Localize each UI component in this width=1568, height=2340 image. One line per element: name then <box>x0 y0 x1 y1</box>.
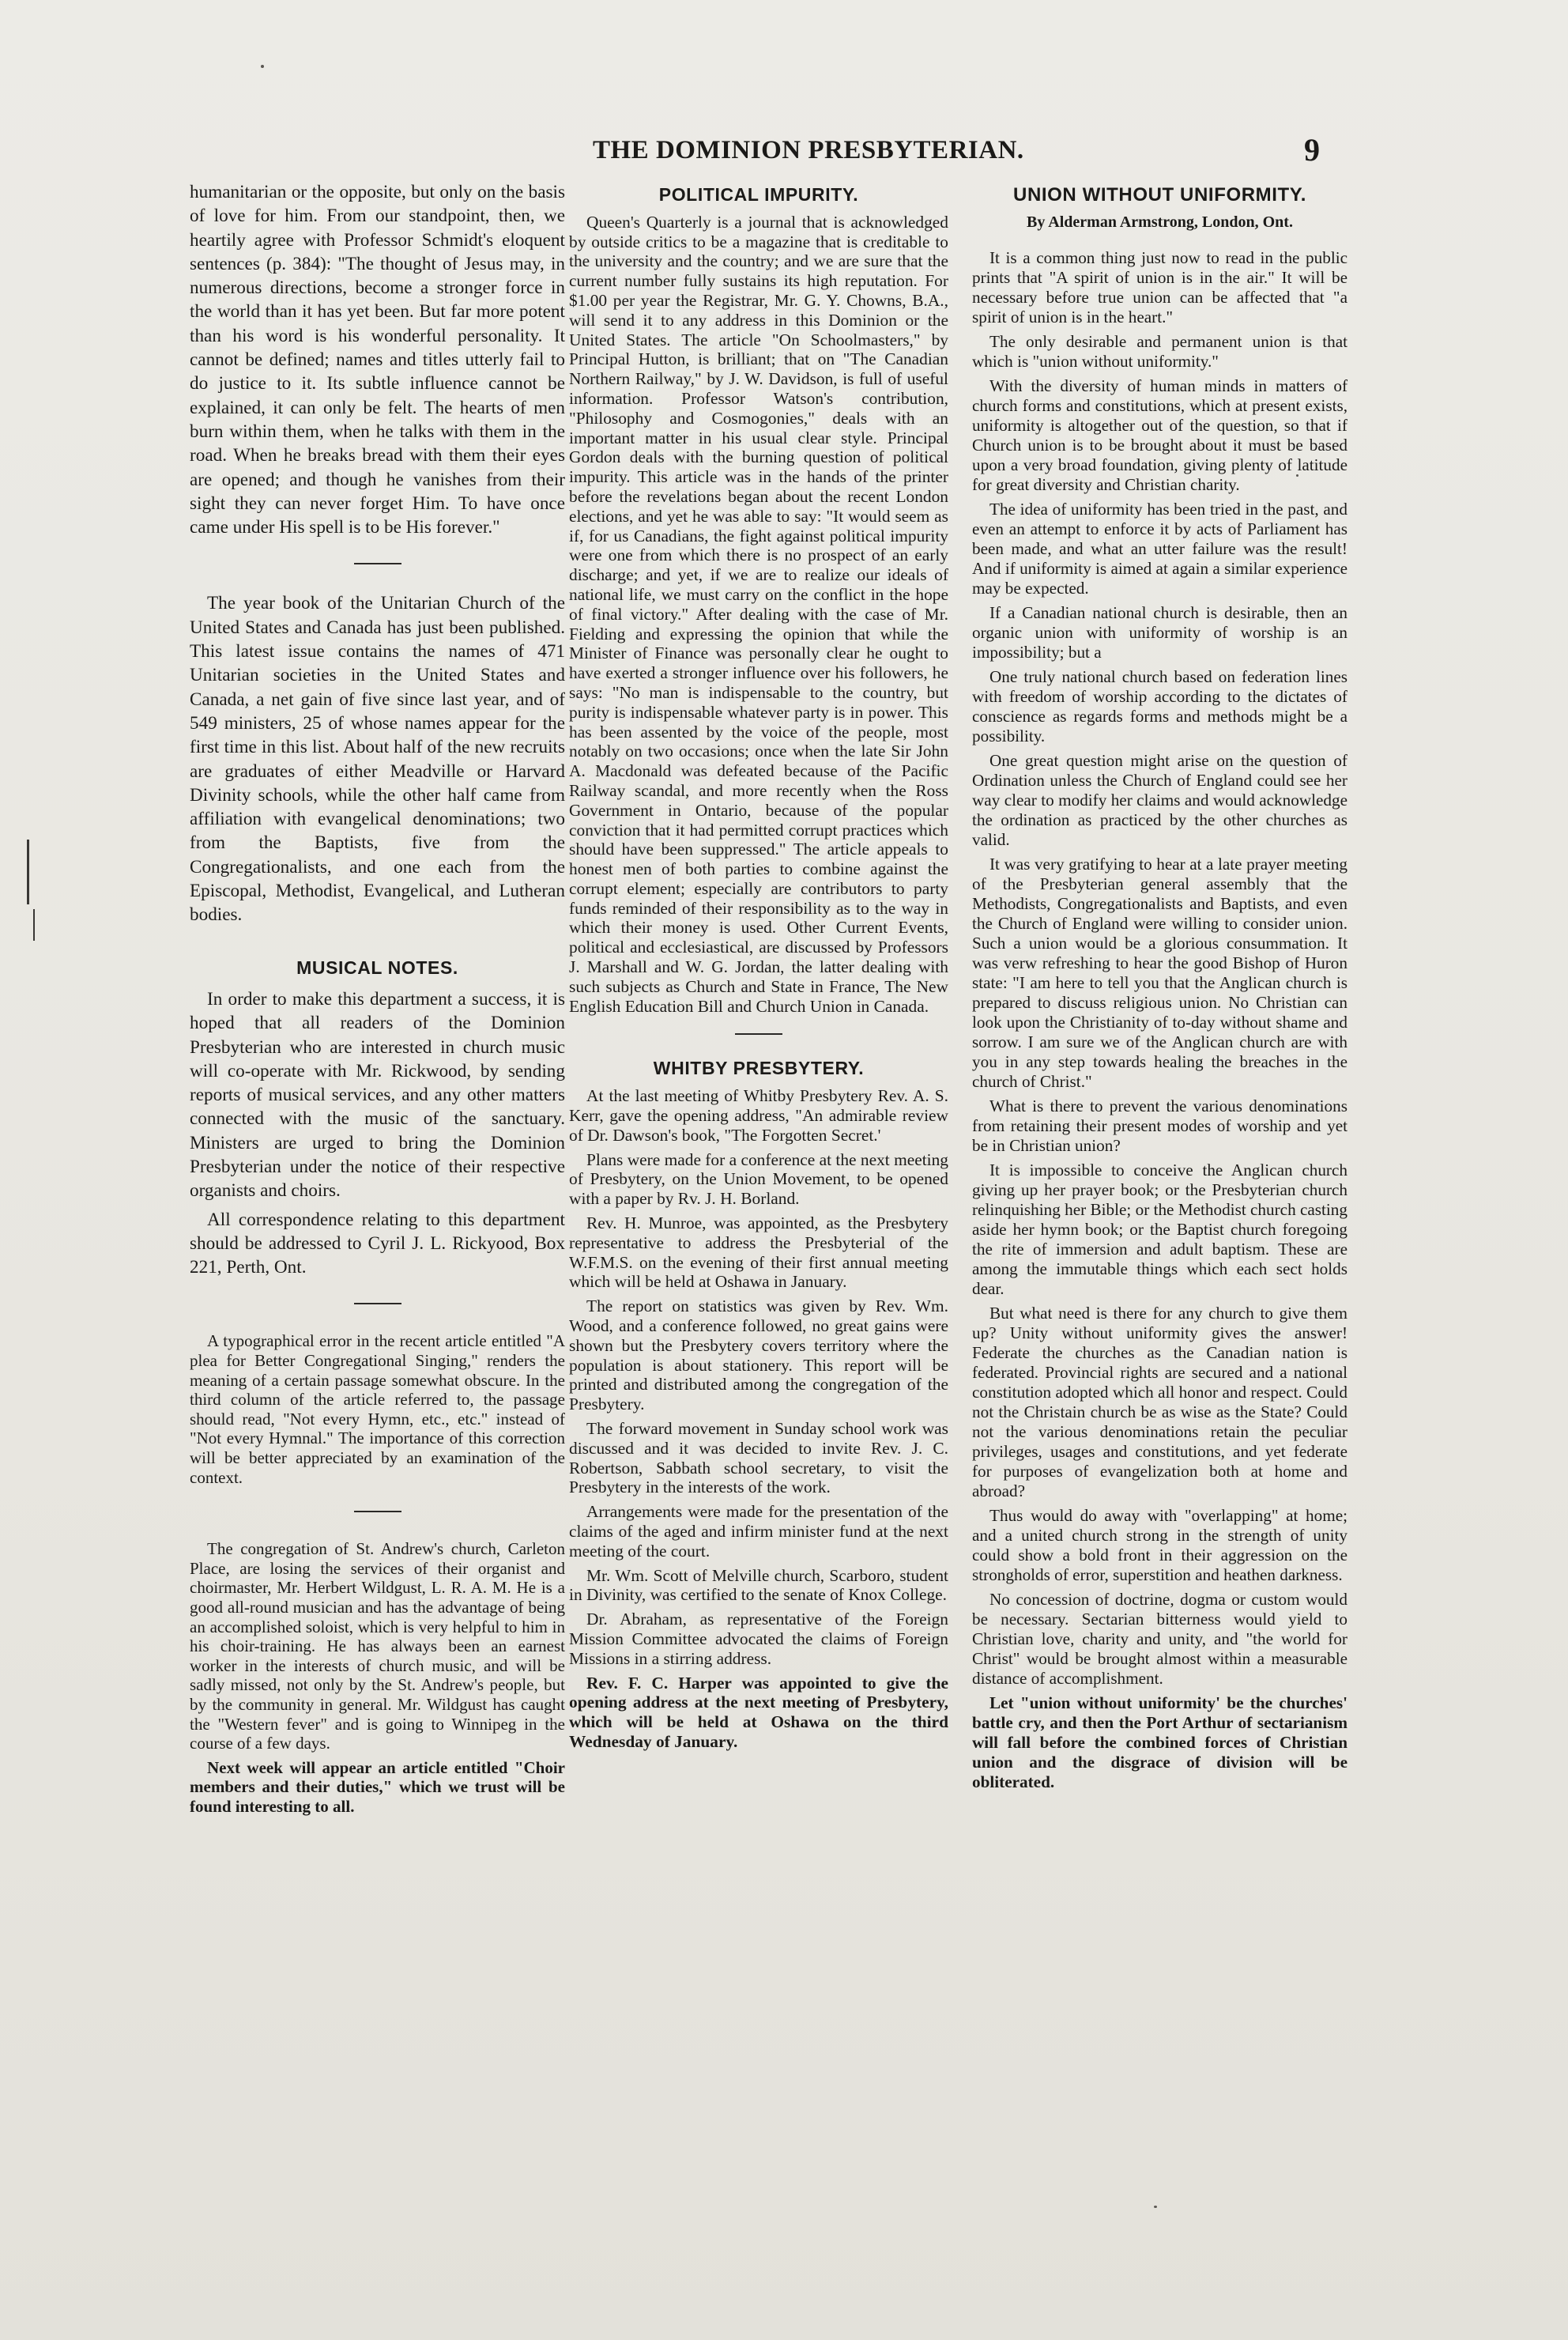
paragraph: But what need is there for any church to give them up? Unity without uniformity gives the answer! Federate the churches as the Canadian nation is federated. Provincial rights are secured and a national constitution adopted which all honor and respect. Could not the Christain church be as wise as the State? Could not the various denominations retain the peculiar privileges, usages and constitutions, and yet federate for purposes of evangelization both at home and abroad? <box>972 1304 1348 1500</box>
paragraph: Next week will appear an article entitled "Choir members and their duties," which we trust will be found interesting to all. <box>190 1757 565 1816</box>
section-rule <box>354 1511 401 1512</box>
heading-musical-notes: MUSICAL NOTES. <box>296 957 458 978</box>
byline: By Alderman Armstrong, London, Ont. <box>1027 213 1293 231</box>
section-rule <box>354 1303 401 1304</box>
margin-mark <box>33 909 35 941</box>
paragraph: The report on statistics was given by Rev. Wm. Wood, and a conference followed, no great gains were shown but the Presbytery covers territory where the population is about stationery. This report will be printed and distributed among the congregation of the Presbytery. <box>569 1296 948 1414</box>
paragraph: At the last meeting of Whitby Presbytery Rev. A. S. Kerr, gave the opening address, "An admirable review of Dr. Dawson's book, "The Forgotten Secret.' <box>569 1086 948 1145</box>
paragraph: Arrangements were made for the presentation of the claims of the aged and infirm minister fund at the next meeting of the court. <box>569 1502 948 1561</box>
paragraph: Plans were made for a conference at the next meeting of Presbytery, on the Union Movement, to be opened with a paper by Rv. J. H. Borland. <box>569 1149 948 1209</box>
paragraph: The congregation of St. Andrew's church, Carleton Place, are losing the services of their organist and choirmaster, Mr. Herbert Wildgust, L. R. A. M. He is a good all-round musician and has the advantage of being an accomplished soloist, which is very helpful to him in his choir-training. He has always been an earnest worker in the interests of church music, and will be sadly missed, not only by the St. Andrew's people, but by the community in general. Mr. Wildgust has caught the "Western fever" and is going to Winnipeg in the course of a few days. <box>190 1539 565 1753</box>
paragraph: humanitarian or the opposite, but only on the basis of love for him. From our standpoint, then, we heartily agree with Professor Schmidt's eloquent sentences (p. 384): "The thought of Jesus may, in numerous directions, become a stronger force in the world than it has yet been. But far more potent than his word is his wonderful personality. It cannot be defined; names and titles utterly fail to do justice to it. Its subtle influence cannot be explained, it can only be felt. The hearts of men burn within them, when he talks with them in the road. When he breaks bread with them their eyes are opened; and though he vanishes from their sight they can never forget Him. To have once came under His spell is to be His forever." <box>190 182 565 538</box>
column-3 <box>972 180 1348 1797</box>
paragraph: The only desirable and permanent union is that which is "union without uniformity." <box>972 332 1348 371</box>
paragraph: What is there to prevent the various denominations from retaining their present modes of worship and yet be in Christian union? <box>972 1096 1348 1155</box>
paragraph: It was very gratifying to hear at a late prayer meeting of the Presbyterian general assembly that the Methodists, Congregationalists and Baptists, and even the Church of England were willing to consider union. Such a union would be a glorious consummation. It was verw refreshing to hear the good Bishop of Huron state: "I am here to tell you that the Anglican church is prepared to discuss religious union. No Christian can look upon the Christianity of to-day without shame and sorrow. I am sure we of the Anglican church are with you in any step towards healing the breaches in the church of Christ." <box>972 855 1348 1091</box>
publication-title: THE DOMINION PRESBYTERIAN. <box>593 136 1024 164</box>
paragraph: With the diversity of human minds in matters of church forms and constitutions, which at present exists, uniformity is altogether out of the question, so that if Church union is to be brought about it must be based upon a very broad foundation, giving plenty of latitude for great diversity and Christian charity. <box>972 376 1348 494</box>
paragraph: Queen's Quarterly is a journal that is acknowledged by outside critics to be a magazine that is creditable to the university and the country; and we are sure that the current number fully sustains its high reputation. For $1.00 per year the Registrar, Mr. G. Y. Chowns, B.A., will send it to any address in this Dominion or the United States. The article "On Schoolmasters," by Principal Hutton, is brilliant; that on "The Canadian Northern Railway," by J. W. Davidson, is full of useful information. Professor Watson's contribution, "Philosophy and Cosmogonies," deals with an important matter in his usual clear style. Principal Gordon deals with the burning question of political impurity. This article was in the hands of the printer before the revelations began about the recent London elections, and yet he was able to say: "It would seem as if, for us Canadians, the fight against political impurity were one from which there is no prospect of an early discharge; and yet, if we are to realize our ideals of national life, we must carry on the conflict in the hope of final victory." After dealing with the case of Mr. Fielding and expressing the opinion that while the Minister of Finance was personally clear he ought to have exerted a stronger influence over his followers, he says: "No man is indispensable to the country, but purity is indispensable whatever party is in power. This has been assented by the voice of the people, most notably on two occasions; once when the late Sir John A. Macdonald was defeated because of the Pacific Railway scandal, and more recently when the Ross Government in Ontario, because of the popular conviction that it had permitted corrupt practices which should have been suppressed." The article appeals to honest men of both parties to combine against the corrupt element; especially are contributors to party funds reminded of their responsibility as to the way in which their money is used. Other Current Events, political and ecclesiastical, are discussed by Professors J. Marshall and W. G. Jordan, the latter dealing with such subjects as Church and State in France, The New English Education Bill and Church Union in Canada. <box>569 212 948 1016</box>
heading-whitby-presbytery: WHITBY PRESBYTERY. <box>653 1058 865 1079</box>
paragraph: The forward movement in Sunday school work was discussed and it was decided to invite Rev. J. C. Robertson, Sabbath school secretary, to visit the Presbytery in the interests of the work. <box>569 1419 948 1497</box>
paragraph: In order to make this department a success, it is hoped that all readers of the Dominion Presbyterian who are interested in church music will co-operate with Mr. Rickwood, by sending reports of musical services, and any other matters connected with the music of the sanctuary. Ministers are urged to bring the Dominion Presbyterian under the notice of their respective organists and choirs. <box>190 988 565 1202</box>
paragraph: If a Canadian national church is desirable, then an organic union with uniformity of worship is an impossibility; but a <box>972 603 1348 662</box>
paragraph: One great question might arise on the question of Ordination unless the Church of England could see her way clear to modify her claims and would acknowledge the ordination as practiced by the other churches as valid. <box>972 751 1348 849</box>
section-rule <box>354 563 401 564</box>
heading-political-impurity: POLITICAL IMPURITY. <box>658 184 859 205</box>
column-1 <box>190 180 565 1821</box>
ink-speck <box>1154 2206 1157 2208</box>
margin-mark <box>27 840 29 904</box>
heading-union-without-uniformity: UNION WITHOUT UNIFORMITY. <box>1013 184 1306 206</box>
paragraph: A typographical error in the recent article entitled "A plea for Better Congregational Singing," renders the meaning of a certain passage somewhat obscure. In the third column of the article referred to, the passage should read, "Not every Hymn, etc., etc." instead of "Not every Hymnal." The importance of this correction will be better appreciated by an examination of the context. <box>190 1331 565 1487</box>
paragraph: Rev. F. C. Harper was appointed to give the opening address at the next meeting of Presbytery, which will be held at Oshawa on the third Wednesday of January. <box>569 1673 948 1751</box>
paragraph: The year book of the Unitarian Church of the United States and Canada has just been published. This latest issue contains the names of 471 Unitarian societies in the United States and Canada, a net gain of five since last year, and of 549 ministers, 25 of whose names appear for the first time in this list. About half of the new recruits are graduates of either Meadville or Harvard Divinity schools, while the other half came from affiliation with evangelical denominations; two from the Baptists, five from the Congregationalists, and one each from the Episcopal, Methodist, Evangelical, and Lutheran bodies. <box>190 593 565 926</box>
paragraph: Mr. Wm. Scott of Melville church, Scarboro, student in Divinity, was certified to the senate of Knox College. <box>569 1565 948 1605</box>
ink-speck <box>261 65 264 68</box>
column-2 <box>569 180 948 1757</box>
paragraph: It is a common thing just now to read in the public prints that "A spirit of union is in the air." It will be necessary before true union can be affected that "a spirit of union is in the heart." <box>972 248 1348 326</box>
paragraph: All correspondence relating to this department should be addressed to Cyril J. L. Rickyood, Box 221, Perth, Ont. <box>190 1209 565 1278</box>
paragraph: The idea of uniformity has been tried in the past, and even an attempt to enforce it by acts of Parliament has been made, and what an utter failure was the result! And if uniformity is aimed at again a similar experience may be expected. <box>972 500 1348 598</box>
page-number: 9 <box>1304 132 1320 168</box>
paragraph: Rev. H. Munroe, was appointed, as the Presbytery representative to address the Presbyterial of the W.F.M.S. on the evening of their first annual meeting which will be held at Oshawa in January. <box>569 1213 948 1292</box>
paragraph: It is impossible to conceive the Anglican church giving up her prayer book; or the Presbyterian church relinquishing her Bible; or the Methodist church casting aside her hymn book; or the Baptist church foregoing the rite of immersion and adult baptism. These are among the immutable things which each sect holds dear. <box>972 1161 1348 1298</box>
section-rule <box>735 1033 782 1035</box>
paragraph: Let "union without uniformity' be the churches' battle cry, and then the Port Arthur of sectarianism will fall before the combined forces of Christian union and the disgrace of division will be obliterated. <box>972 1693 1348 1791</box>
paragraph: Dr. Abraham, as representative of the Foreign Mission Committee advocated the claims of Foreign Missions in a stirring address. <box>569 1610 948 1668</box>
running-header <box>593 132 1383 183</box>
paragraph: One truly national church based on federation lines with freedom of worship according to the dictates of conscience as regards forms and methods might be a possibility. <box>972 667 1348 745</box>
paragraph: Thus would do away with "overlapping" at home; and a united church strong in the strength of unity could show a bold front in their aggression on the strongholds of error, superstition and heathen darkness. <box>972 1506 1348 1584</box>
paragraph: No concession of doctrine, dogma or custom would be necessary. Sectarian bitterness would yield to Christian love, charity and unity, and "the world for Christ" would be brought almost within a measurable distance of accomplishment. <box>972 1590 1348 1688</box>
